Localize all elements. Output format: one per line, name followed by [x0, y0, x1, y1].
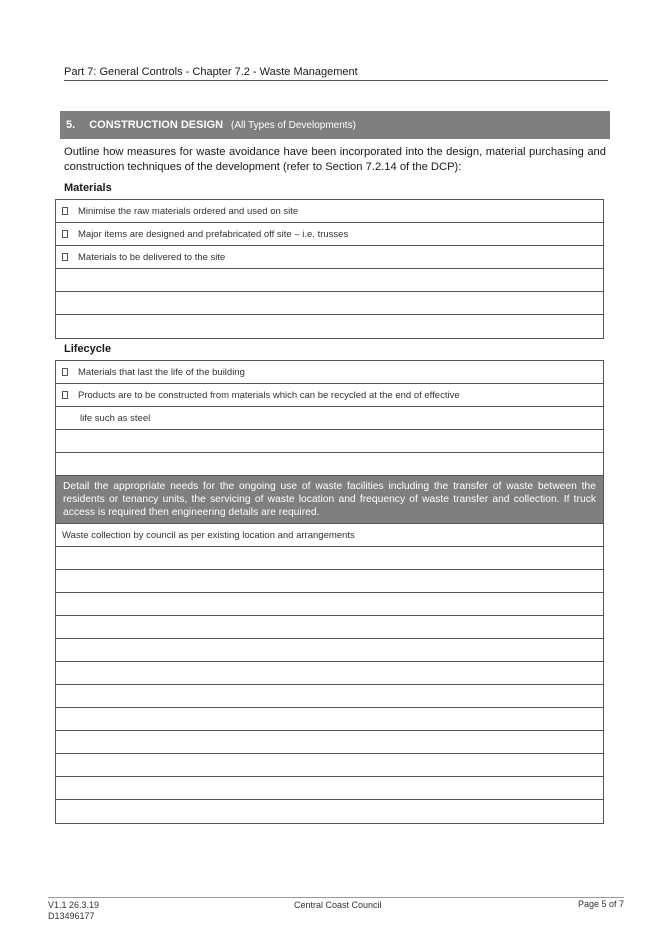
ongoing-row[interactable] — [56, 754, 603, 777]
ongoing-row[interactable] — [56, 685, 603, 708]
materials-row[interactable] — [56, 292, 603, 315]
footer-version: V1.1 26.3.19 — [48, 900, 100, 910]
lifecycle-row[interactable]: Products are to be constructed from materials which can be recycled at the end of effective — [56, 384, 603, 407]
ongoing-row[interactable] — [56, 777, 603, 800]
page-header — [64, 66, 608, 81]
section-subtitle: (All Types of Developments) — [231, 119, 356, 131]
ongoing-row[interactable] — [56, 662, 603, 685]
section-heading — [60, 111, 610, 139]
materials-row[interactable]: Minimise the raw materials ordered and used on site — [56, 200, 603, 223]
lifecycle-row[interactable] — [56, 430, 603, 453]
lifecycle-table — [55, 360, 604, 477]
ongoing-row[interactable] — [56, 616, 603, 639]
materials-row[interactable] — [56, 269, 603, 292]
section-number: 5. — [66, 119, 76, 131]
bullet-icon — [62, 391, 68, 399]
materials-row[interactable]: Materials to be delivered to the site — [56, 246, 603, 269]
bullet-icon — [62, 230, 68, 238]
ongoing-row[interactable] — [56, 708, 603, 731]
header-title: Part 7: General Controls - Chapter 7.2 - Waste Management — [64, 66, 358, 78]
ongoing-row[interactable] — [56, 593, 603, 616]
bullet-icon — [62, 207, 68, 215]
lifecycle-row[interactable]: Materials that last the life of the building — [56, 361, 603, 384]
footer-organisation: Central Coast Council — [294, 900, 382, 910]
materials-table — [55, 199, 604, 339]
ongoing-row[interactable] — [56, 570, 603, 593]
ongoing-use-table — [55, 475, 604, 824]
ongoing-use-instructions: Detail the appropriate needs for the ongoing use of waste facilities including the transfer of waste between the residents or tenancy units, the servicing of waste location and frequency of waste transfer and collection. If truck access is required then engineering details are required. — [56, 476, 603, 524]
section-title: CONSTRUCTION DESIGN — [89, 119, 224, 131]
materials-row[interactable] — [56, 315, 603, 338]
ongoing-row[interactable] — [56, 547, 603, 570]
footer-doc-id: D13496177 — [48, 911, 95, 921]
materials-heading: Materials — [64, 182, 112, 194]
ongoing-row[interactable] — [56, 800, 603, 823]
lifecycle-row[interactable]: life such as steel — [56, 407, 603, 430]
ongoing-row[interactable]: Waste collection by council as per existing location and arrangements — [56, 524, 603, 547]
intro-paragraph: Outline how measures for waste avoidance have been incorporated into the design, material purchasing and construction techniques of the development (refer to Section 7.2.14 of the DCP): — [64, 146, 606, 173]
ongoing-row[interactable] — [56, 639, 603, 662]
lifecycle-row[interactable] — [56, 453, 603, 476]
bullet-icon — [62, 368, 68, 376]
lifecycle-heading: Lifecycle — [64, 343, 112, 355]
footer-divider — [48, 897, 624, 898]
bullet-icon — [62, 253, 68, 261]
materials-row[interactable]: Major items are designed and prefabricated off site – i.e. trusses — [56, 223, 603, 246]
ongoing-row[interactable] — [56, 731, 603, 754]
footer-page-number: Page 5 of 7 — [578, 899, 625, 909]
